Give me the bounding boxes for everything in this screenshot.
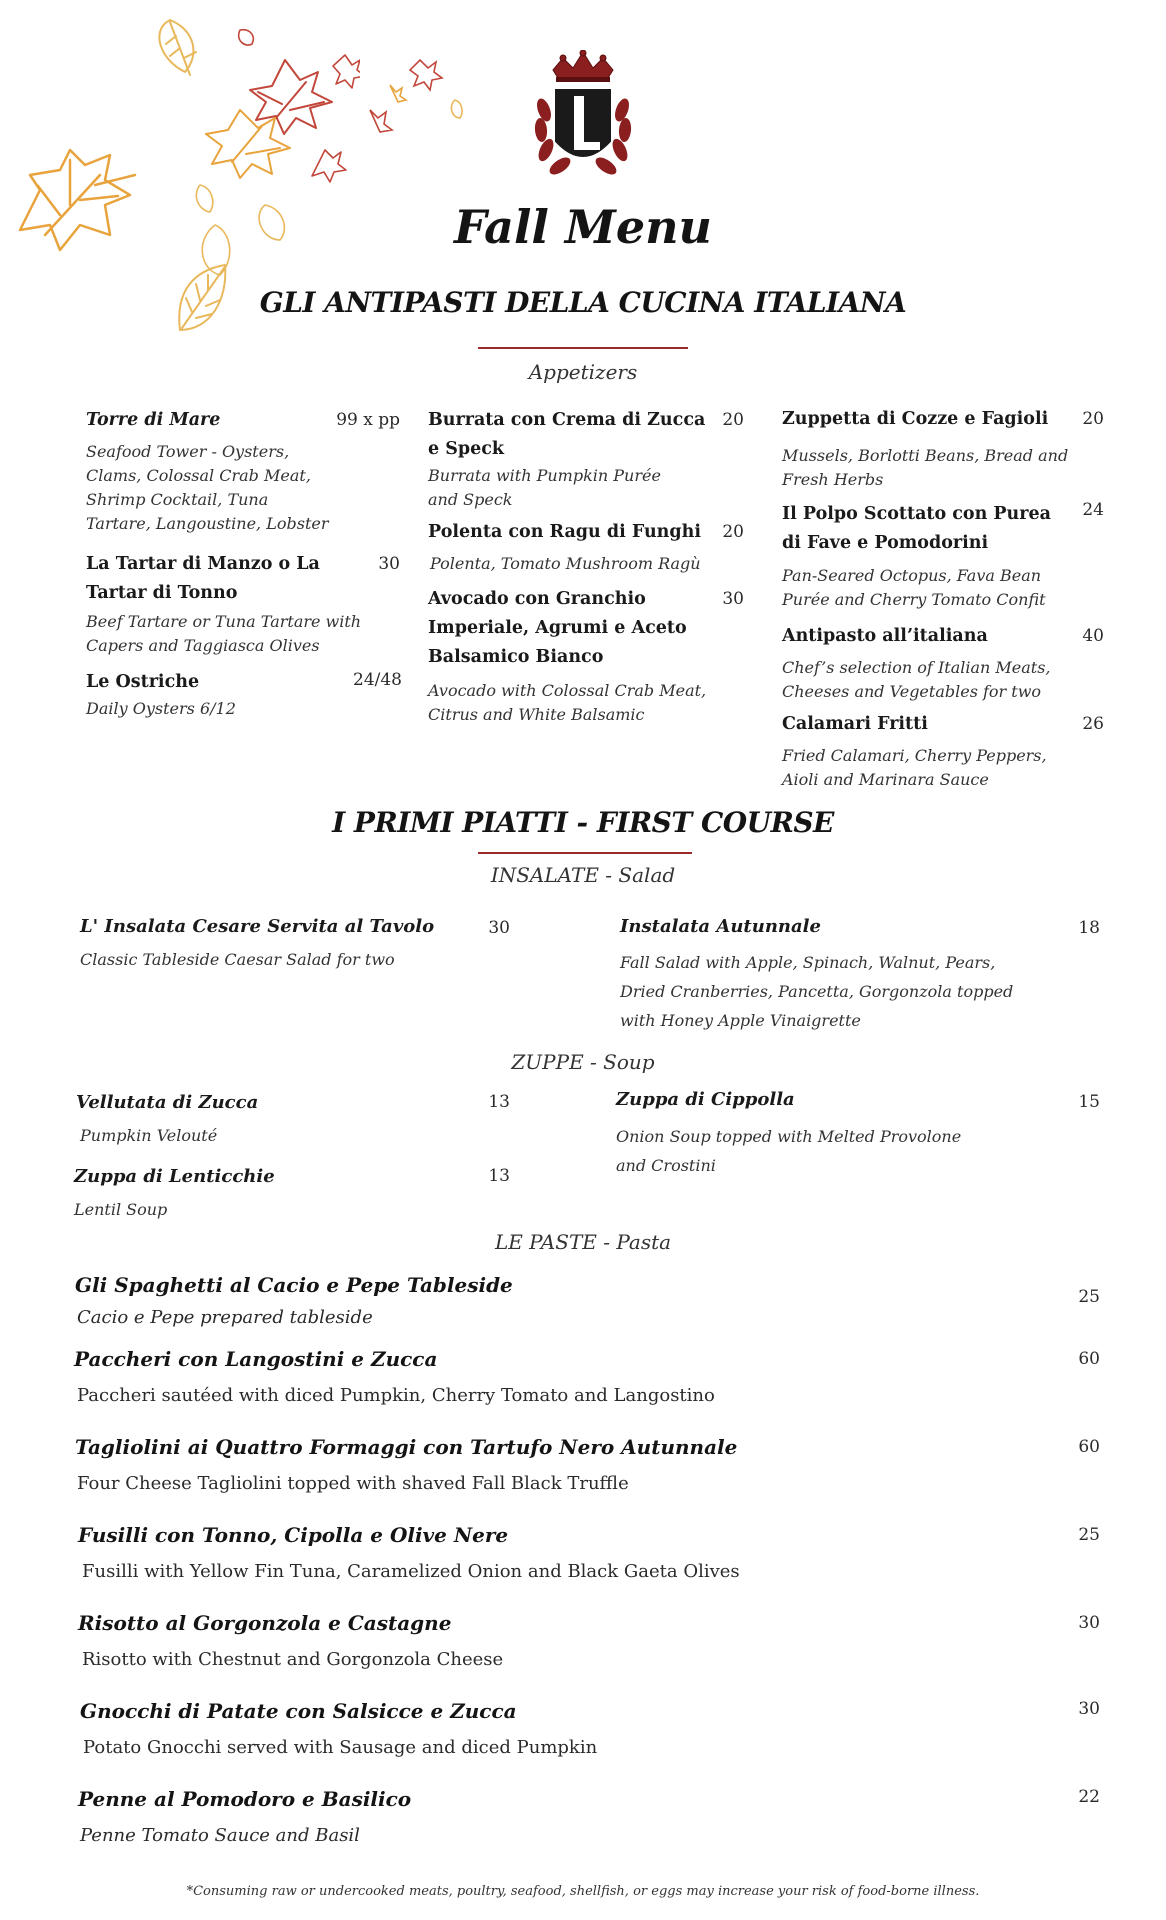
antipasti-heading: GLI ANTIPASTI DELLA CUCINA ITALIANA [259, 286, 907, 319]
pasta-item-price: 25 [1078, 1525, 1100, 1545]
menu-item-price: 20 [722, 522, 744, 542]
menu-item-price: 99 x pp [336, 410, 400, 430]
leaf-icon [159, 20, 196, 75]
pasta-item-price: 60 [1078, 1437, 1100, 1457]
pasta-item-price: 25 [1078, 1287, 1100, 1307]
pasta-item-description: Penne Tomato Sauce and Basil [80, 1825, 360, 1846]
pasta-item-name: Gli Spaghetti al Cacio e Pepe Tableside [75, 1273, 513, 1297]
pasta-item-price: 30 [1078, 1613, 1100, 1633]
pasta-item-description: Cacio e Pepe prepared tableside [77, 1307, 373, 1328]
menu-item-name: Torre di Mare [86, 410, 221, 430]
menu-item-price: 30 [488, 918, 510, 938]
primi-heading: I PRIMI PIATTI - FIRST COURSE [332, 806, 834, 839]
menu-item-price: 13 [488, 1092, 510, 1112]
menu-item-description: Beef Tartare or Tuna Tartare with Capers and Taggiasca Olives [86, 612, 362, 655]
menu-item-name: Vellutata di Zucca [76, 1092, 259, 1113]
menu-item-price: 18 [1078, 918, 1100, 938]
small-leaf-icon [239, 30, 360, 182]
menu-item-description: Pan-Seared Octopus, Fava Bean Purée and Cherry Tomato Confit [782, 566, 1046, 609]
maple-leaf-icon [250, 60, 332, 134]
menu-item-price: 40 [1082, 626, 1104, 646]
pasta-item-description: Potato Gnocchi served with Sausage and diced Pumpkin [83, 1737, 598, 1758]
food-safety-disclaimer: *Consuming raw or undercooked meats, poultry, seafood, shellfish, or eggs may increase your risk of food-borne illness. [186, 1884, 980, 1899]
paste-subheading: LE PASTE - Pasta [494, 1230, 672, 1254]
pasta-item-name: Risotto al Gorgonzola e Castagne [78, 1611, 452, 1635]
menu-item-description: Onion Soup topped with Melted Provolone and Crostini [616, 1127, 962, 1175]
insalate-subheading: INSALATE - Salad [490, 863, 676, 887]
menu-item-name: Antipasto all’italiana [782, 626, 988, 646]
menu-title: Fall Menu [454, 200, 712, 254]
menu-item-name: Zuppa di Lenticchie [74, 1166, 275, 1187]
menu-item-name: Polenta con Ragu di Funghi [428, 522, 702, 542]
menu-item-price: 30 [722, 589, 744, 609]
menu-item-name: L' Insalata Cesare Servita al Tavolo [80, 916, 435, 937]
menu-item-description: Chef’s selection of Italian Meats, Cheeses and Vegetables for two [782, 658, 1051, 701]
menu-item-description: Daily Oysters 6/12 [86, 699, 236, 718]
menu-item-price: 13 [488, 1166, 510, 1186]
menu-item-price: 30 [378, 554, 400, 574]
menu-item-description: Polenta, Tomato Mushroom Ragù [430, 554, 701, 573]
pasta-item-name: Paccheri con Langostini e Zucca [74, 1347, 438, 1371]
zuppe-subheading: ZUPPE - Soup [511, 1050, 655, 1074]
pasta-item-name: Penne al Pomodoro e Basilico [78, 1787, 412, 1811]
divider [478, 347, 688, 349]
menu-item-price: 15 [1078, 1092, 1100, 1112]
pasta-item-price: 30 [1078, 1699, 1100, 1719]
restaurant-crest-logo [528, 50, 638, 180]
pasta-item-price: 60 [1078, 1349, 1100, 1369]
menu-item-description: Pumpkin Velouté [80, 1126, 218, 1145]
appetizers-subheading: Appetizers [528, 360, 638, 384]
menu-item-description: Seafood Tower - Oysters, Clams, Colossal Crab Meat, Shrimp Cocktail, Tuna Tartare, Langoustine, Lobster [86, 442, 329, 533]
menu-item-name: Instalata Autunnale [620, 916, 821, 937]
menu-item-price: 20 [1082, 409, 1104, 429]
menu-item-description: Mussels, Borlotti Beans, Bread and Fresh Herbs [782, 446, 1069, 489]
divider [478, 852, 692, 854]
menu-item-description: Fried Calamari, Cherry Peppers, Aioli and Marinara Sauce [782, 746, 1047, 789]
pasta-item-name: Gnocchi di Patate con Salsicce e Zucca [80, 1699, 517, 1723]
pasta-item-description: Four Cheese Tagliolini topped with shaved Fall Black Truffle [77, 1473, 629, 1494]
menu-item-name: Il Polpo Scottato con Purea di Fave e Pomodorini [782, 504, 1051, 553]
menu-item-description: Burrata with Pumpkin Purée and Speck [428, 466, 661, 509]
menu-item-price: 26 [1082, 714, 1104, 734]
pasta-item-name: Fusilli con Tonno, Cipolla e Olive Nere [78, 1523, 509, 1547]
menu-item-name: Avocado con Granchio Imperiale, Agrumi e Aceto Balsamico Bianco [428, 589, 687, 667]
menu-item-name: Le Ostriche [86, 672, 200, 692]
menu-item-name: La Tartar di Manzo o La Tartar di Tonno [86, 554, 320, 603]
pasta-item-description: Fusilli with Yellow Fin Tuna, Caramelized Onion and Black Gaeta Olives [82, 1561, 740, 1582]
menu-item-description: Lentil Soup [74, 1200, 168, 1219]
menu-item-price: 20 [722, 410, 744, 430]
pasta-item-name: Tagliolini ai Quattro Formaggi con Tartufo Nero Autunnale [75, 1435, 738, 1459]
pasta-item-description: Risotto with Chestnut and Gorgonzola Cheese [82, 1649, 504, 1670]
pasta-item-price: 22 [1078, 1787, 1100, 1807]
menu-item-description: Classic Tableside Caesar Salad for two [80, 950, 395, 969]
menu-item-name: Burrata con Crema di Zucca e Speck [428, 410, 706, 459]
pasta-item-description: Paccheri sautéed with diced Pumpkin, Cherry Tomato and Langostino [77, 1385, 715, 1406]
menu-item-name: Zuppetta di Cozze e Fagioli [782, 409, 1049, 429]
menu-item-price: 24/48 [353, 670, 402, 690]
menu-item-description: Avocado with Colossal Crab Meat, Citrus and White Balsamic [428, 681, 707, 724]
menu-item-description: Fall Salad with Apple, Spinach, Walnut, Pears, Dried Cranberries, Pancetta, Gorgonzola topped with Honey Apple Vinaigrette [620, 953, 1014, 1030]
menu-item-name: Calamari Fritti [782, 714, 928, 734]
menu-item-name: Zuppa di Cippolla [616, 1089, 795, 1110]
menu-item-price: 24 [1082, 500, 1104, 520]
